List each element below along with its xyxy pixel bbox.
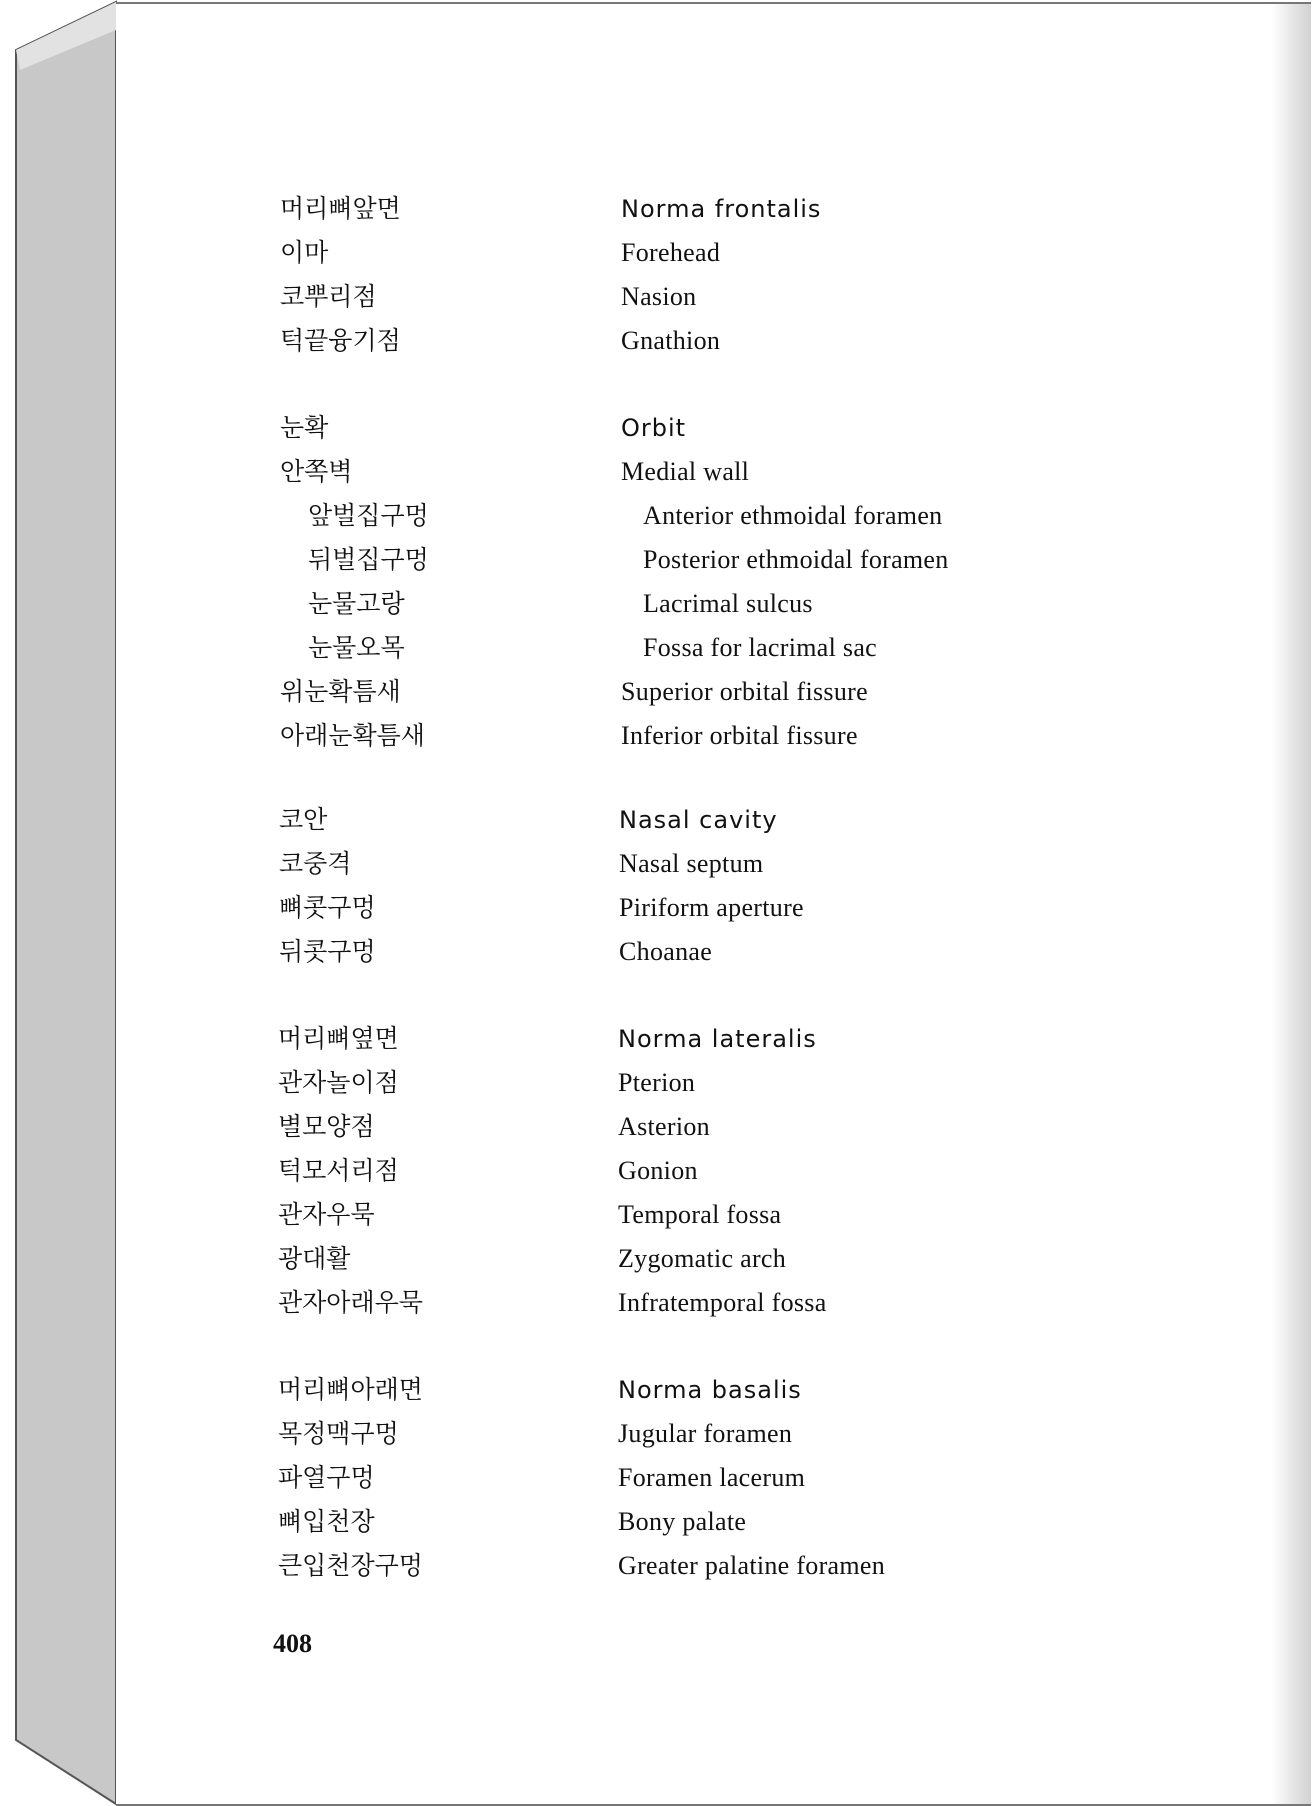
korean-term: 턱모서리점 [278, 1156, 399, 1185]
korean-term: 뒤콧구멍 [279, 937, 376, 966]
korean-term: 별모양점 [278, 1112, 375, 1141]
english-term: Lacrimal sulcus [643, 589, 813, 618]
term-row [116, 233, 1311, 273]
korean-term: 뼈입천장 [278, 1507, 375, 1536]
korean-term: 눈확 [280, 413, 329, 442]
section-heading-row [116, 189, 1311, 229]
english-term: Fossa for lacrimal sac [643, 633, 878, 662]
term-row [116, 1502, 1311, 1542]
english-term: Piriform aperture [619, 893, 804, 922]
english-term: Greater palatine foramen [618, 1551, 886, 1580]
english-term: Bony palate [618, 1507, 747, 1536]
section-heading-row [116, 800, 1311, 840]
english-term: Forehead [621, 238, 721, 267]
english-term: Nasal septum [619, 849, 764, 878]
korean-term: 관자놀이점 [278, 1068, 399, 1097]
korean-term: 코안 [279, 805, 328, 834]
korean-term: 코중격 [279, 849, 352, 878]
term-row [116, 1195, 1311, 1235]
english-term: Posterior ethmoidal foramen [643, 545, 949, 574]
korean-term: 이마 [280, 238, 329, 267]
korean-term: 눈물오목 [308, 633, 405, 662]
term-row [116, 888, 1311, 928]
english-term: Temporal fossa [618, 1200, 782, 1229]
korean-term: 턱끝융기점 [280, 326, 401, 355]
latin-term: Norma lateralis [618, 1025, 817, 1053]
term-row [116, 540, 1311, 580]
english-term: Zygomatic arch [618, 1244, 787, 1273]
korean-term: 눈물고랑 [308, 589, 405, 618]
english-term: Asterion [618, 1112, 710, 1141]
english-term: Anterior ethmoidal foramen [643, 501, 943, 530]
section-heading-row [116, 1370, 1311, 1410]
term-row [116, 1151, 1311, 1191]
korean-term: 파열구멍 [278, 1463, 375, 1492]
english-term: Choanae [619, 937, 713, 966]
term-row [116, 716, 1311, 756]
english-term: Gonion [618, 1156, 698, 1185]
english-term: Inferior orbital fissure [621, 721, 858, 750]
term-row [116, 452, 1311, 492]
korean-term: 앞벌집구멍 [308, 501, 429, 530]
latin-term: Norma basalis [618, 1376, 802, 1404]
korean-term: 뒤벌집구멍 [308, 545, 429, 574]
korean-term: 안쪽벽 [280, 457, 353, 486]
term-row [116, 321, 1311, 361]
english-term: Infratemporal fossa [618, 1288, 827, 1317]
term-row [116, 1283, 1311, 1323]
term-row [116, 584, 1311, 624]
korean-term: 큰입천장구멍 [278, 1551, 423, 1580]
english-term: Medial wall [621, 457, 750, 486]
english-term: Jugular foramen [618, 1419, 793, 1448]
english-term: Gnathion [621, 326, 721, 355]
korean-term: 관자아래우묵 [278, 1288, 423, 1317]
term-row [116, 628, 1311, 668]
korean-term: 아래눈확틈새 [280, 721, 425, 750]
term-row [116, 844, 1311, 884]
korean-term: 목정맥구멍 [278, 1419, 399, 1448]
section-heading-row [116, 1019, 1311, 1059]
section-heading-row [116, 408, 1311, 448]
term-row [116, 672, 1311, 712]
page-edge-shadow [1271, 4, 1311, 1804]
latin-term: Norma frontalis [621, 195, 822, 223]
english-term: Superior orbital fissure [621, 677, 868, 706]
term-row [116, 1546, 1311, 1586]
latin-term: Orbit [621, 414, 687, 442]
english-term: Foramen lacerum [618, 1463, 806, 1492]
english-term: Pterion [618, 1068, 696, 1097]
term-row [116, 496, 1311, 536]
korean-term: 머리뼈앞면 [280, 194, 401, 223]
book-spine [0, 0, 120, 1806]
term-row [116, 932, 1311, 972]
latin-term: Nasal cavity [619, 806, 778, 834]
term-row [116, 1107, 1311, 1147]
term-row [116, 1458, 1311, 1498]
term-row [116, 277, 1311, 317]
term-row [116, 1414, 1311, 1454]
korean-term: 뼈콧구멍 [279, 893, 376, 922]
korean-term: 위눈확틈새 [280, 677, 401, 706]
korean-term: 머리뼈아래면 [278, 1375, 423, 1404]
term-row [116, 1239, 1311, 1279]
korean-term: 코뿌리점 [280, 282, 377, 311]
korean-term: 관자우묵 [278, 1200, 375, 1229]
term-row [116, 1063, 1311, 1103]
page [116, 2, 1311, 1806]
korean-term: 머리뼈옆면 [278, 1024, 399, 1053]
glossary [116, 4, 1311, 1804]
page-number: 408 [273, 1629, 312, 1658]
korean-term: 광대활 [278, 1244, 351, 1273]
english-term: Nasion [621, 282, 697, 311]
